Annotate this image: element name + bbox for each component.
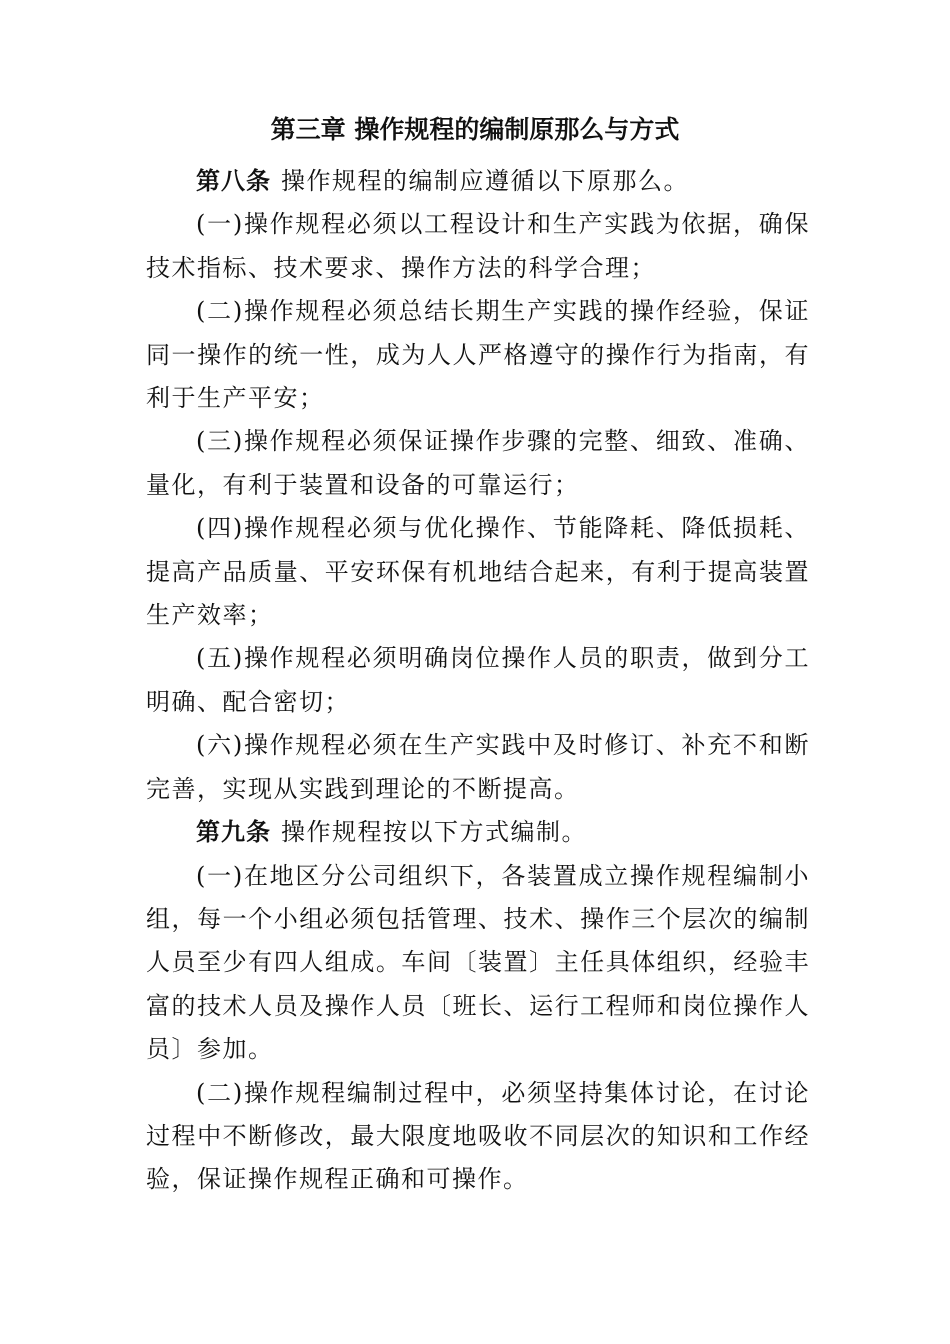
clause-paragraph: (三)操作规程必须保证操作步骤的完整、细致、准确、量化，有利于装置和设备的可靠运行；: [146, 427, 810, 499]
clause-paragraph: (一)在地区分公司组织下，各装置成立操作规程编制小组，每一个小组必须包括管理、技术、操作三个层次的编制人员至少有四人组成。车间〔装置〕主任具体组织，经验丰富的技术人员及操作人员〔班长、运行工程师和岗位操作人员〕参加。: [146, 861, 810, 1064]
clause-paragraph: (二)操作规程必须总结长期生产实践的操作经验，保证同一操作的统一性，成为人人严格遵守的操作行为指南，有利于生产平安；: [146, 297, 810, 413]
chapter-title: 第三章 操作规程的编制原那么与方式: [270, 115, 680, 144]
article-intro: 操作规程按以下方式编制。: [281, 818, 587, 847]
clause-paragraph: (四)操作规程必须与优化操作、节能降耗、降低损耗、提高产品质量、平安环保有机地结合起来，有利于提高装置生产效率；: [146, 514, 810, 630]
article-intro: 操作规程的编制应遵循以下原那么。: [281, 167, 689, 195]
document-body: [146, 160, 810, 1202]
article-label: 第九条: [196, 818, 271, 847]
clause-paragraph: (六)操作规程必须在生产实践中及时修订、补充不和断完善，实现从实践到理论的不断提高。: [146, 731, 810, 803]
clause-paragraph: (二)操作规程编制过程中，必须坚持集体讨论，在讨论过程中不断修改，最大限度地吸收不同层次的知识和工作经验，保证操作规程正确和可操作。: [146, 1078, 810, 1194]
article-heading: [146, 160, 810, 203]
clause-paragraph: (一)操作规程必须以工程设计和生产实践为依据，确保技术指标、技术要求、操作方法的科学合理；: [146, 210, 810, 282]
clause-paragraph: (五)操作规程必须明确岗位操作人员的职责，做到分工明确、配合密切；: [146, 644, 810, 716]
article-label: 第八条: [196, 167, 271, 195]
article-heading: [146, 811, 810, 854]
